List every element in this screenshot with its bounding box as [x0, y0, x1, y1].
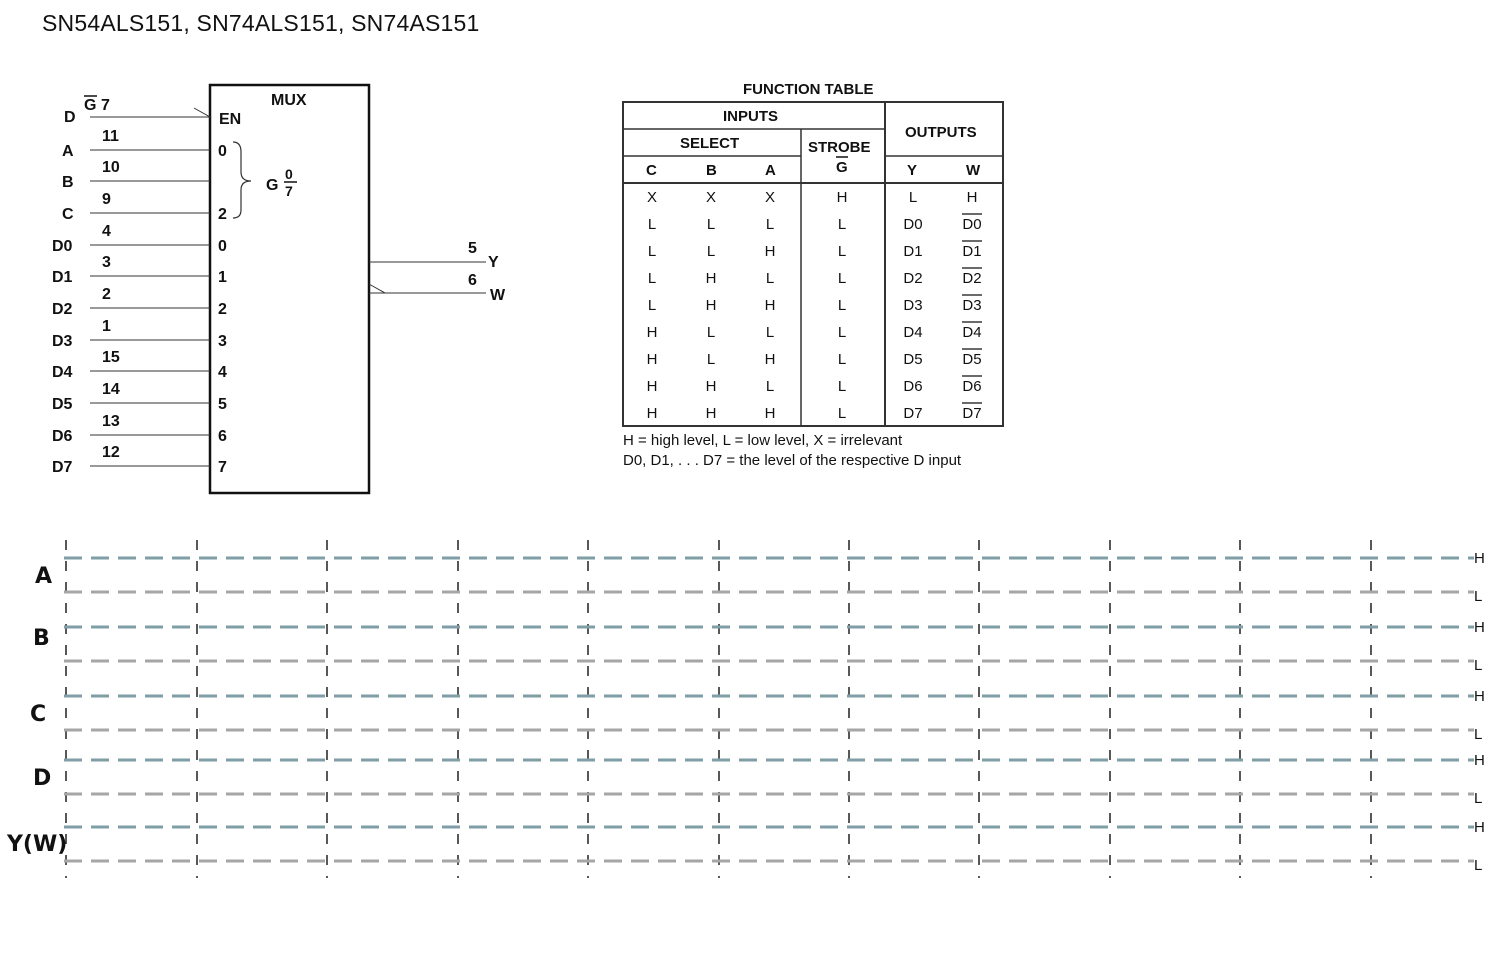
high-label: H: [1474, 550, 1485, 567]
table-cell-r2-c4: D1: [903, 243, 923, 260]
table-cell-r4-c2: H: [764, 297, 776, 314]
col-y: Y: [907, 162, 918, 179]
high-label: H: [1474, 619, 1485, 636]
table-cell-r7-c3: L: [837, 378, 847, 395]
output-label-w: W: [490, 287, 506, 304]
table-cell-r3-c0: L: [647, 270, 657, 287]
col-w: W: [966, 162, 981, 179]
table-cell-r0-c5: H: [966, 189, 978, 206]
table-cell-r1-c4: D0: [903, 216, 923, 233]
select-brace: [233, 142, 251, 218]
low-label: L: [1474, 790, 1483, 807]
table-cell-r4-c5: D3: [962, 297, 982, 314]
pin-d0: 4: [102, 223, 111, 240]
col-b: B: [706, 162, 717, 179]
mux-name: MUX: [271, 92, 307, 109]
signal-label-1: B: [33, 626, 50, 651]
outputs-header: OUTPUTS: [905, 124, 977, 141]
internal-label-d5: 5: [218, 396, 227, 413]
table-cell-r6-c3: L: [837, 351, 847, 368]
table-cell-r0-c0: X: [646, 189, 658, 206]
internal-label-d0: 0: [218, 238, 227, 255]
input-label-d2: D2: [52, 301, 73, 318]
table-note-2: D0, D1, . . . D7 = the level of the respective D input: [623, 452, 962, 469]
pin-d1: 3: [102, 254, 111, 271]
table-cell-r3-c1: H: [705, 270, 717, 287]
table-cell-r2-c1: L: [706, 243, 716, 260]
function-table-title: FUNCTION TABLE: [743, 81, 874, 98]
table-cell-r3-c4: D2: [903, 270, 923, 287]
input-label-a: A: [62, 143, 74, 160]
low-label: L: [1474, 657, 1483, 674]
internal-label-c: 2: [218, 206, 227, 223]
pin-d2: 2: [102, 286, 111, 303]
table-cell-r8-c3: L: [837, 405, 847, 422]
table-cell-r2-c0: L: [647, 243, 657, 260]
function-table-rows: [647, 189, 982, 422]
output-label-y: Y: [488, 254, 499, 271]
table-cell-r6-c1: L: [706, 351, 716, 368]
table-cell-r8-c1: H: [705, 405, 717, 422]
table-cell-r0-c1: X: [705, 189, 717, 206]
table-cell-r0-c2: X: [764, 189, 776, 206]
pin-d4: 15: [102, 349, 120, 366]
table-cell-r1-c0: L: [647, 216, 657, 233]
table-cell-r6-c0: H: [646, 351, 658, 368]
low-label: L: [1474, 726, 1483, 743]
signal-label-4: Y(W): [7, 832, 68, 857]
table-cell-r1-c2: L: [765, 216, 775, 233]
timing-diagram: [6, 540, 1485, 878]
internal-label-d7: 7: [218, 459, 227, 476]
table-cell-r6-c4: D5: [903, 351, 923, 368]
strobe-sub: G: [836, 159, 848, 176]
high-label: H: [1474, 752, 1485, 769]
table-cell-r5-c4: D4: [903, 324, 923, 341]
negation-indicator: [369, 284, 385, 293]
input-label-d7: D7: [52, 459, 73, 476]
internal-label-d4: 4: [218, 364, 227, 381]
table-cell-r8-c0: H: [646, 405, 658, 422]
table-cell-r5-c2: L: [765, 324, 775, 341]
table-cell-r1-c5: D0: [962, 216, 982, 233]
input-label-d: D: [64, 109, 76, 126]
internal-label-d3: 3: [218, 333, 227, 350]
pin-c: 9: [102, 191, 111, 208]
col-a: A: [765, 162, 776, 179]
g-numerator: 0: [285, 166, 293, 182]
table-cell-r7-c2: L: [765, 378, 775, 395]
col-c: C: [646, 162, 657, 179]
low-label: L: [1474, 588, 1483, 605]
pin-y: 5: [468, 240, 477, 257]
pin-d7: 12: [102, 444, 120, 461]
input-label-d6: D6: [52, 428, 73, 445]
table-cell-r5-c3: L: [837, 324, 847, 341]
table-cell-r3-c5: D2: [962, 270, 982, 287]
signal-label-3: D: [33, 766, 52, 791]
pin-d5: 14: [102, 381, 120, 398]
en-label: EN: [219, 111, 242, 128]
table-cell-r7-c1: H: [705, 378, 717, 395]
table-cell-r2-c3: L: [837, 243, 847, 260]
table-cell-r5-c0: H: [646, 324, 658, 341]
mux-inputs: [52, 128, 227, 476]
table-cell-r8-c4: D7: [903, 405, 923, 422]
g-denominator: 7: [285, 183, 293, 199]
table-cell-r5-c1: L: [706, 324, 716, 341]
input-label-d5: D5: [52, 396, 73, 413]
high-label: H: [1474, 819, 1485, 836]
table-cell-r6-c2: H: [764, 351, 776, 368]
table-cell-r3-c2: L: [765, 270, 775, 287]
table-cell-r0-c4: L: [908, 189, 918, 206]
internal-label-a: 0: [218, 143, 227, 160]
table-note-1: H = high level, L = low level, X = irrelevant: [623, 432, 903, 449]
table-cell-r1-c1: L: [706, 216, 716, 233]
input-label-c: C: [62, 206, 74, 223]
table-cell-r4-c4: D3: [903, 297, 923, 314]
table-cell-r4-c3: L: [837, 297, 847, 314]
pin-w: 6: [468, 272, 477, 289]
table-cell-r7-c4: D6: [903, 378, 923, 395]
page-title: SN54ALS151, SN74ALS151, SN74AS151: [42, 10, 480, 36]
table-cell-r0-c3: H: [836, 189, 848, 206]
table-cell-r8-c5: D7: [962, 405, 982, 422]
table-cell-r1-c3: L: [837, 216, 847, 233]
select-header: SELECT: [680, 135, 740, 152]
pin-b: 10: [102, 159, 120, 176]
input-label-d1: D1: [52, 269, 73, 286]
g-label: G: [266, 177, 279, 194]
internal-label-d2: 2: [218, 301, 227, 318]
pin-d6: 13: [102, 413, 120, 430]
inputs-header: INPUTS: [723, 108, 779, 125]
high-label: H: [1474, 688, 1485, 705]
table-cell-r7-c0: H: [646, 378, 658, 395]
mux-body: [210, 85, 369, 493]
pin-d3: 1: [102, 318, 111, 335]
gbar-label: G: [84, 97, 97, 114]
input-label-d3: D3: [52, 333, 73, 350]
table-cell-r3-c3: L: [837, 270, 847, 287]
low-label: L: [1474, 857, 1483, 874]
signal-label-2: C: [30, 702, 47, 727]
table-cell-r4-c0: L: [647, 297, 657, 314]
input-label-d0: D0: [52, 238, 73, 255]
strobe-header: STROBE: [808, 139, 871, 156]
table-cell-r5-c5: D4: [962, 324, 982, 341]
table-cell-r7-c5: D6: [962, 378, 982, 395]
table-cell-r8-c2: H: [764, 405, 776, 422]
function-table: [623, 81, 1003, 469]
enable-indicator: [194, 108, 210, 117]
internal-label-d1: 1: [218, 269, 227, 286]
table-cell-r2-c5: D1: [962, 243, 982, 260]
pin-d: 7: [101, 97, 110, 114]
mux-symbol: [52, 85, 506, 493]
input-label-b: B: [62, 174, 74, 191]
input-label-d4: D4: [52, 364, 73, 381]
table-cell-r2-c2: H: [764, 243, 776, 260]
internal-label-d6: 6: [218, 428, 227, 445]
signal-label-0: A: [35, 564, 53, 589]
table-cell-r6-c5: D5: [962, 351, 982, 368]
table-cell-r4-c1: H: [705, 297, 717, 314]
pin-a: 11: [102, 128, 119, 145]
